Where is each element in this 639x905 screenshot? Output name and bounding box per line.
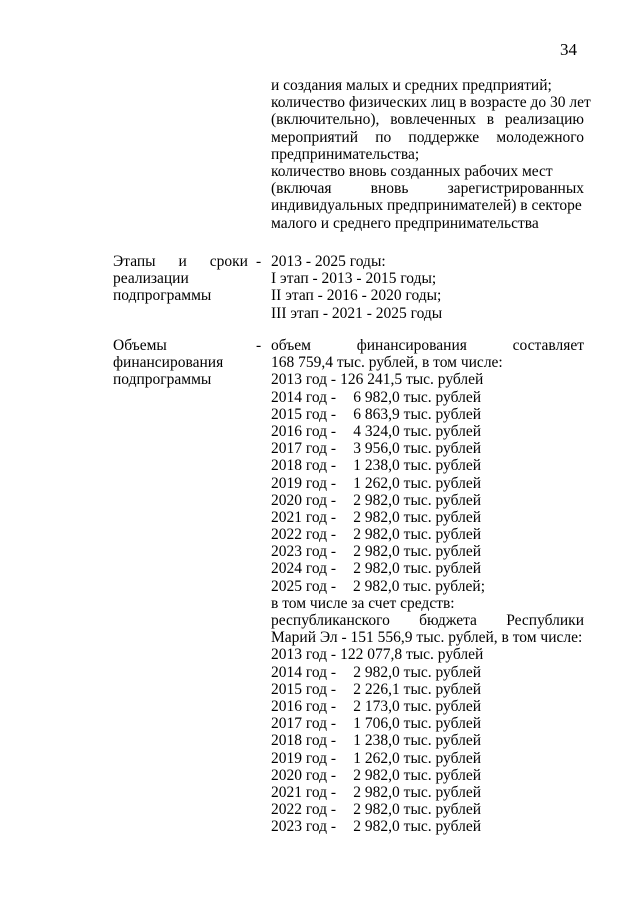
year-label: 2013 год - <box>271 371 337 389</box>
year-label: 2021 год - <box>271 783 337 801</box>
year-funding-row <box>271 543 584 560</box>
amount-value: 2 982,0 тыс. рублей <box>353 543 481 561</box>
amount-value: 2 173,0 тыс. рублей <box>353 697 481 715</box>
year-funding-row <box>271 475 584 492</box>
text-line: индивидуальных предпринимателей) в секторе <box>271 197 582 215</box>
amount-value: 126 241,5 тыс. рублей <box>340 371 484 389</box>
amount-value: 2 982,0 тыс. рублей <box>353 783 481 801</box>
text-line: предпринимательства; <box>271 145 420 163</box>
word: Этапы <box>113 253 156 270</box>
word: по <box>375 128 392 146</box>
word: вновь <box>370 180 409 198</box>
word: республиканского <box>271 612 390 629</box>
total-line: 168 759,4 тыс. рублей, в том числе: <box>271 354 503 372</box>
year-label: 2021 год - <box>271 508 337 526</box>
year-funding-row <box>271 732 584 749</box>
year-label: 2023 год - <box>271 543 337 561</box>
year-label: 2015 год - <box>271 405 337 423</box>
year-label: 2020 год - <box>271 491 337 509</box>
year-label: 2019 год - <box>271 749 337 767</box>
year-label: 2020 год - <box>271 766 337 784</box>
year-label: 2025 год - <box>271 577 337 595</box>
year-label: 2019 год - <box>271 474 337 492</box>
year-funding-row <box>271 715 584 732</box>
justified-label-line <box>113 253 248 270</box>
justified-line <box>271 180 584 197</box>
stages-value <box>271 253 584 322</box>
text-line: количество вновь созданных рабочих мест <box>271 162 553 180</box>
amount-value: 4 324,0 тыс. рублей <box>353 422 481 440</box>
text-line: II этап - 2016 - 2020 годы; <box>271 287 442 305</box>
year-label: 2016 год - <box>271 422 337 440</box>
amount-value: 1 238,0 тыс. рублей <box>353 457 481 475</box>
funding-value <box>271 337 584 835</box>
text-line: III этап - 2021 - 2025 годы <box>271 304 443 322</box>
word: мероприятий <box>271 128 359 146</box>
amount-value: 6 982,0 тыс. рублей <box>353 388 481 406</box>
label-line: Объемы <box>113 337 167 354</box>
justified-line <box>271 111 584 128</box>
year-label: 2018 год - <box>271 732 337 750</box>
year-funding-row <box>271 423 584 440</box>
word: молодежного <box>496 128 584 146</box>
amount-value: 2 982,0 тыс. рублей <box>353 818 481 836</box>
year-label: 2014 год - <box>271 663 337 681</box>
word: зарегистрированных <box>447 180 584 198</box>
amount-value: 1 262,0 тыс. рублей <box>353 749 481 767</box>
word: (включительно), <box>271 111 380 129</box>
text-line: 2013 - 2025 годы: <box>271 253 386 270</box>
label-line: реализации <box>113 270 189 288</box>
word: (включая <box>271 180 332 198</box>
year-funding-row <box>271 698 584 715</box>
label-line: подпрограммы <box>113 287 212 305</box>
year-funding-row <box>271 646 584 663</box>
word: бюджета <box>419 612 477 629</box>
word: сроки <box>209 253 248 270</box>
budget-total-line: Марий Эл - 151 556,9 тыс. рублей, в том числе: <box>271 629 583 647</box>
year-funding-row <box>271 750 584 767</box>
amount-value: 1 238,0 тыс. рублей <box>353 732 481 750</box>
year-funding-row <box>271 767 584 784</box>
year-label: 2022 год - <box>271 526 337 544</box>
amount-value: 2 982,0 тыс. рублей <box>353 526 481 544</box>
yearly-funding-list <box>271 371 584 594</box>
year-funding-row <box>271 371 584 388</box>
year-label: 2024 год - <box>271 560 337 578</box>
year-funding-row <box>271 440 584 457</box>
amount-value: 1 262,0 тыс. рублей <box>353 474 481 492</box>
year-label: 2017 год - <box>271 440 337 458</box>
amount-value: 2 226,1 тыс. рублей <box>353 680 481 698</box>
year-label: 2022 год - <box>271 801 337 819</box>
year-funding-row <box>271 526 584 543</box>
year-label: 2014 год - <box>271 388 337 406</box>
year-label: 2015 год - <box>271 680 337 698</box>
year-funding-row <box>271 681 584 698</box>
page-number: 34 <box>560 40 577 59</box>
year-funding-row <box>271 578 584 595</box>
year-label: 2013 год - <box>271 646 337 664</box>
word: составляет <box>512 337 584 354</box>
word: вовлеченных <box>390 111 476 129</box>
year-label: 2017 год - <box>271 715 337 733</box>
word: финансирования <box>356 337 467 354</box>
word: объем <box>271 337 311 354</box>
label-line: финансирования <box>113 354 224 372</box>
year-label: 2018 год - <box>271 457 337 475</box>
word: Республики <box>506 612 584 629</box>
amount-value: 122 077,8 тыс. рублей <box>340 646 484 664</box>
year-label: 2023 год - <box>271 818 337 836</box>
word: поддержке <box>408 128 480 146</box>
text-line: малого и среднего предпринимательства <box>271 214 539 232</box>
amount-value: 2 982,0 тыс. рублей <box>353 560 481 578</box>
label-line: подпрограммы <box>113 371 212 389</box>
amount-value: 1 706,0 тыс. рублей <box>353 715 481 733</box>
amount-value: 2 982,0 тыс. рублей <box>353 508 481 526</box>
amount-value: 2 982,0 тыс. рублей; <box>353 577 485 595</box>
year-funding-row <box>271 492 584 509</box>
word: в <box>486 111 495 129</box>
year-funding-row <box>271 801 584 818</box>
justified-line <box>271 612 584 629</box>
year-label: 2016 год - <box>271 697 337 715</box>
year-funding-row <box>271 664 584 681</box>
text-line: количество физических лиц в возрасте до 30 лет <box>271 94 591 112</box>
indicators-continuation <box>271 77 591 232</box>
year-funding-row <box>271 389 584 406</box>
year-funding-row <box>271 457 584 474</box>
funding-dash: - <box>256 337 262 354</box>
amount-value: 2 982,0 тыс. рублей <box>353 766 481 784</box>
text-line: и создания малых и средних предприятий; <box>271 77 552 94</box>
word: реализацию <box>504 111 584 129</box>
year-funding-row <box>271 509 584 526</box>
amount-value: 6 863,9 тыс. рублей <box>353 405 481 423</box>
justified-line <box>271 129 584 146</box>
funding-label <box>113 337 263 389</box>
year-funding-row <box>271 784 584 801</box>
amount-value: 2 982,0 тыс. рублей <box>353 491 481 509</box>
amount-value: 2 982,0 тыс. рублей <box>353 663 481 681</box>
stages-dash: - <box>256 253 262 270</box>
text-line: I этап - 2013 - 2015 годы; <box>271 270 437 288</box>
amount-value: 2 982,0 тыс. рублей <box>353 801 481 819</box>
word: и <box>178 253 187 270</box>
year-funding-row <box>271 818 584 835</box>
justified-line <box>271 337 584 354</box>
amount-value: 3 956,0 тыс. рублей <box>353 440 481 458</box>
including-line: в том числе за счет средств: <box>271 594 455 612</box>
year-funding-row <box>271 560 584 577</box>
year-funding-row <box>271 406 584 423</box>
budget-yearly-funding-list <box>271 646 584 835</box>
stages-label <box>113 253 263 305</box>
